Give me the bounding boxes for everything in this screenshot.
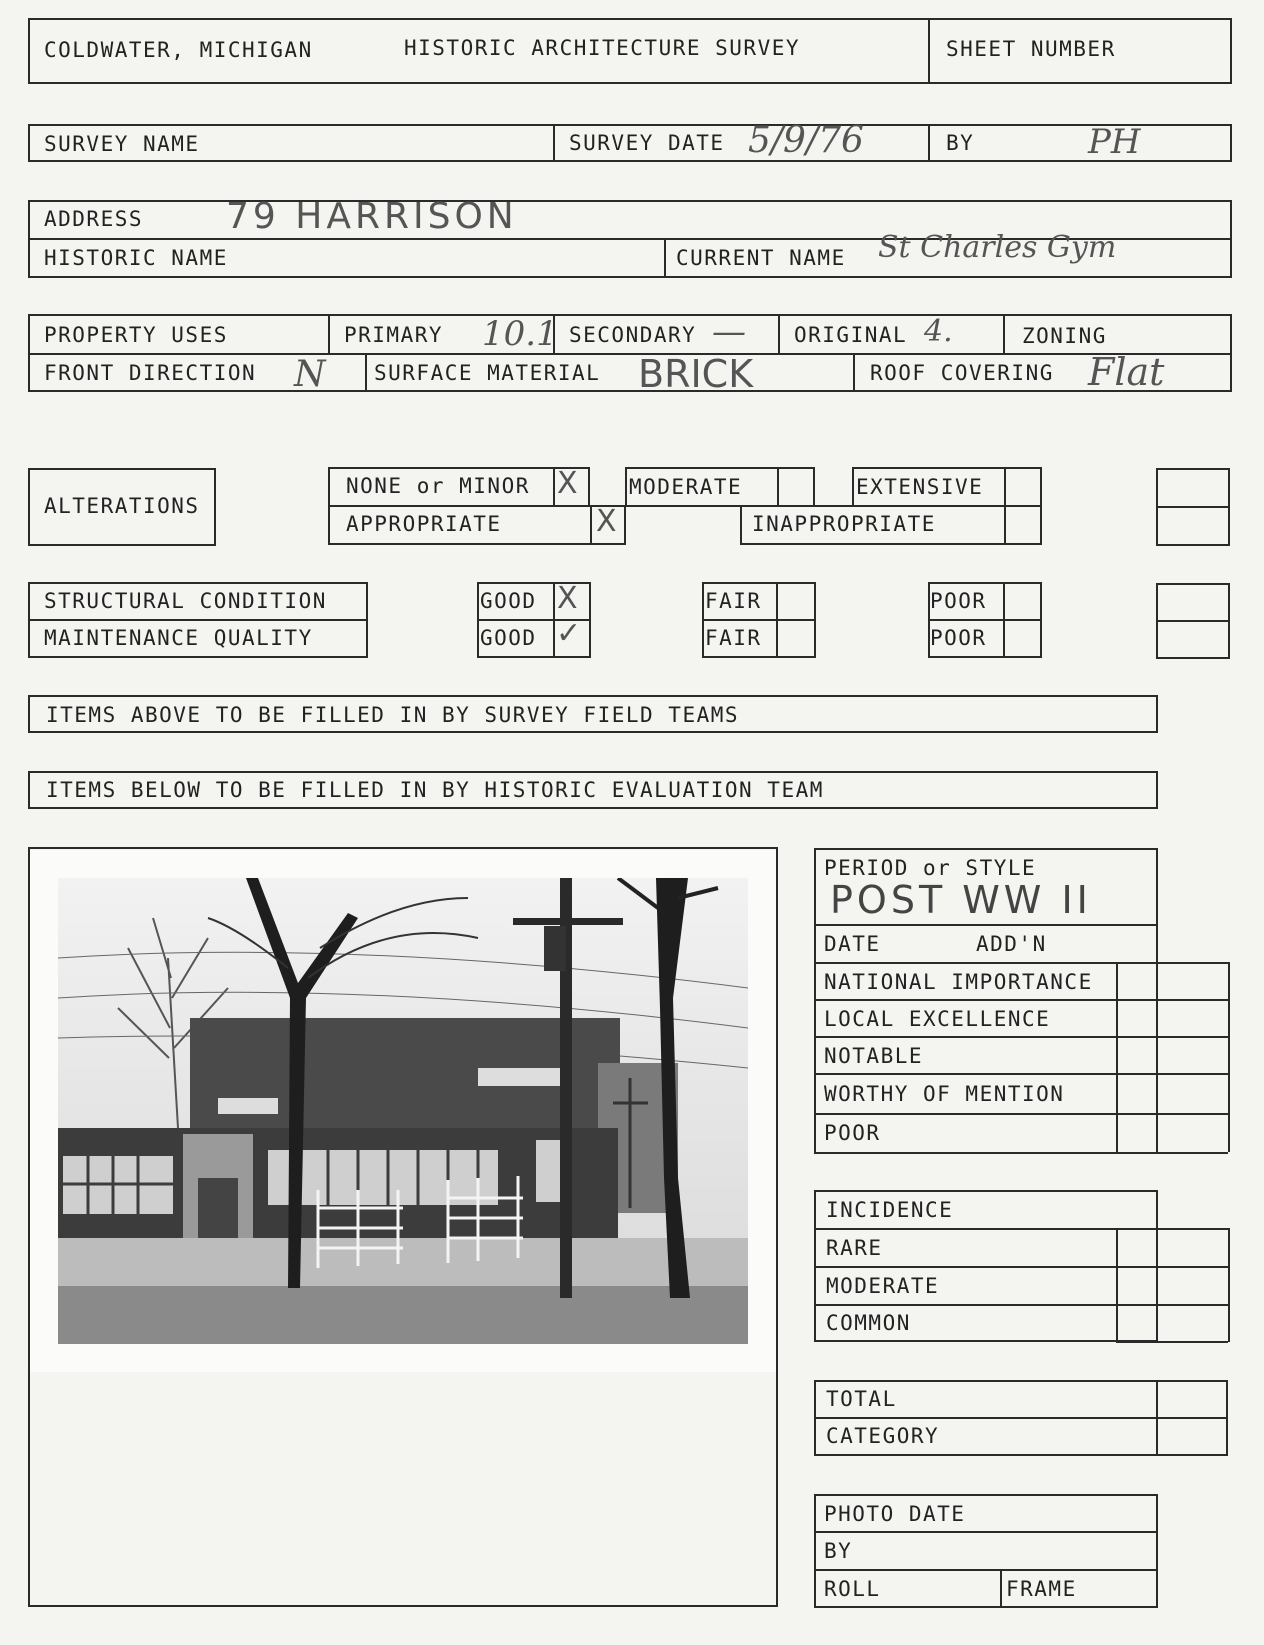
eval-national-importance: NATIONAL IMPORTANCE [824, 970, 1093, 994]
incidence-rare: RARE [826, 1236, 883, 1260]
property-div-roof [853, 353, 855, 392]
none-minor-mark: X [557, 466, 578, 501]
fair-check-div [776, 582, 778, 658]
historic-name-label: HISTORIC NAME [44, 246, 228, 270]
original-label: ORIGINAL [794, 323, 908, 347]
incidence-div-2 [814, 1266, 1228, 1268]
maintenance-fair-label: FAIR [705, 626, 762, 650]
current-name-label: CURRENT NAME [676, 246, 846, 270]
alterations-label: ALTERATIONS [44, 494, 200, 518]
roof-covering-label: ROOF COVERING [870, 361, 1054, 385]
header-title: HISTORIC ARCHITECTURE SURVEY [404, 36, 801, 60]
category-label: CATEGORY [826, 1424, 940, 1448]
eval-score-right [1228, 962, 1230, 1152]
incidence-label: INCIDENCE [826, 1198, 954, 1222]
appropriate-check-div [590, 505, 592, 545]
eval-div-5 [1116, 1152, 1228, 1154]
incidence-div-3 [814, 1304, 1228, 1306]
eval-div-4 [814, 1113, 1228, 1115]
incidence-div-4 [1116, 1341, 1228, 1343]
total-score-div [1156, 1380, 1158, 1456]
secondary-label: SECONDARY [569, 323, 697, 347]
current-name-value: St Charles Gym [878, 230, 1117, 265]
period-style-value: POST WW II [830, 878, 1092, 922]
incidence-score-right [1228, 1228, 1230, 1342]
zoning-label: ZONING [1022, 324, 1107, 348]
fair-div [702, 619, 816, 621]
eval-div-3 [814, 1073, 1228, 1075]
surface-material-label: SURFACE MATERIAL [374, 361, 601, 385]
structural-condition-label: STRUCTURAL CONDITION [44, 589, 327, 613]
maintenance-quality-label: MAINTENANCE QUALITY [44, 626, 313, 650]
survey-by-label: BY [946, 131, 975, 155]
survey-div-1 [553, 124, 555, 162]
structural-good-label: GOOD [480, 589, 537, 613]
photo-info-div-2 [814, 1569, 1158, 1571]
eval-div-date [814, 962, 1228, 964]
property-div-zoning [1003, 314, 1005, 353]
none-minor-label: NONE or MINOR [346, 474, 530, 498]
building-photo [58, 878, 748, 1344]
current-name-divider [664, 238, 666, 278]
eval-poor: POOR [824, 1121, 881, 1145]
address-value: 79 HARRISON [226, 196, 518, 237]
moderate-label: MODERATE [629, 475, 743, 499]
frame-label: FRAME [1006, 1577, 1077, 1601]
items-above-note: ITEMS ABOVE TO BE FILLED IN BY SURVEY FIELD TEAMS [46, 703, 740, 727]
none-minor-check-div [553, 467, 555, 507]
survey-div-2 [928, 124, 930, 162]
primary-value: 10.1 [482, 314, 558, 354]
appropriate-label: APPROPRIATE [346, 512, 502, 536]
secondary-value: — [712, 312, 746, 352]
address-label: ADDRESS [44, 207, 144, 231]
maintenance-good-mark: ✓ [556, 616, 582, 651]
sheet-number-label: SHEET NUMBER [946, 37, 1116, 61]
appropriate-mark: X [596, 504, 617, 539]
property-div-primary [328, 314, 330, 353]
photo-date-label: PHOTO DATE [824, 1502, 966, 1526]
roof-covering-value: Flat [1088, 350, 1165, 394]
inappropriate-label: INAPPROPRIATE [752, 512, 936, 536]
front-direction-value: N [294, 354, 326, 395]
total-div [814, 1417, 1228, 1419]
property-div-original [778, 314, 780, 353]
photo-info-div-1 [814, 1531, 1158, 1533]
eval-date-label: DATE [824, 932, 881, 956]
eval-local-excellence: LOCAL EXCELLENCE [824, 1007, 1051, 1031]
property-div-surface [365, 353, 367, 392]
moderate-check-div [777, 467, 779, 507]
original-value: 4. [924, 314, 953, 349]
condition-label-div [28, 619, 368, 621]
maintenance-good-label: GOOD [480, 626, 537, 650]
header-divider [928, 18, 930, 84]
survey-by-value: PH [1088, 122, 1141, 162]
period-style-label: PERIOD or STYLE [824, 856, 1037, 880]
total-label: TOTAL [826, 1387, 897, 1411]
maintenance-poor-label: POOR [930, 626, 987, 650]
header-city: COLDWATER, MICHIGAN [44, 38, 313, 62]
primary-label: PRIMARY [344, 323, 444, 347]
survey-date-label: SURVEY DATE [569, 131, 725, 155]
eval-worthy-of-mention: WORTHY OF MENTION [824, 1082, 1065, 1106]
alterations-score-div [1156, 506, 1230, 508]
incidence-moderate: MODERATE [826, 1274, 940, 1298]
survey-date-value: 5/9/76 [748, 120, 864, 161]
structural-good-mark: X [557, 581, 578, 616]
structural-fair-label: FAIR [705, 589, 762, 613]
eval-score-div [1116, 962, 1118, 1152]
incidence-common: COMMON [826, 1311, 911, 1335]
property-divider [28, 353, 1232, 355]
eval-div-1 [814, 999, 1228, 1001]
roll-label: ROLL [824, 1577, 881, 1601]
photo-by-label: BY [824, 1539, 853, 1563]
incidence-score-div [1116, 1228, 1118, 1342]
condition-score-div [1156, 620, 1230, 622]
poor-div [928, 619, 1042, 621]
front-direction-label: FRONT DIRECTION [44, 361, 257, 385]
eval-notable: NOTABLE [824, 1044, 924, 1068]
incidence-div-1 [814, 1228, 1228, 1230]
building-photo-drawing [58, 878, 748, 1344]
photo-info-frame-div [1000, 1569, 1002, 1608]
extensive-label: EXTENSIVE [856, 475, 984, 499]
property-uses-label: PROPERTY USES [44, 323, 228, 347]
poor-check-div [1003, 582, 1005, 658]
eval-addn-label: ADD'N [976, 932, 1047, 956]
structural-poor-label: POOR [930, 589, 987, 613]
items-below-note: ITEMS BELOW TO BE FILLED IN BY HISTORIC EVALUATION TEAM [46, 778, 824, 802]
good-check-div [553, 582, 555, 658]
surface-material-value: BRICK [638, 352, 754, 396]
survey-name-label: SURVEY NAME [44, 132, 200, 156]
eval-div-period [814, 924, 1158, 926]
eval-div-2 [814, 1036, 1228, 1038]
